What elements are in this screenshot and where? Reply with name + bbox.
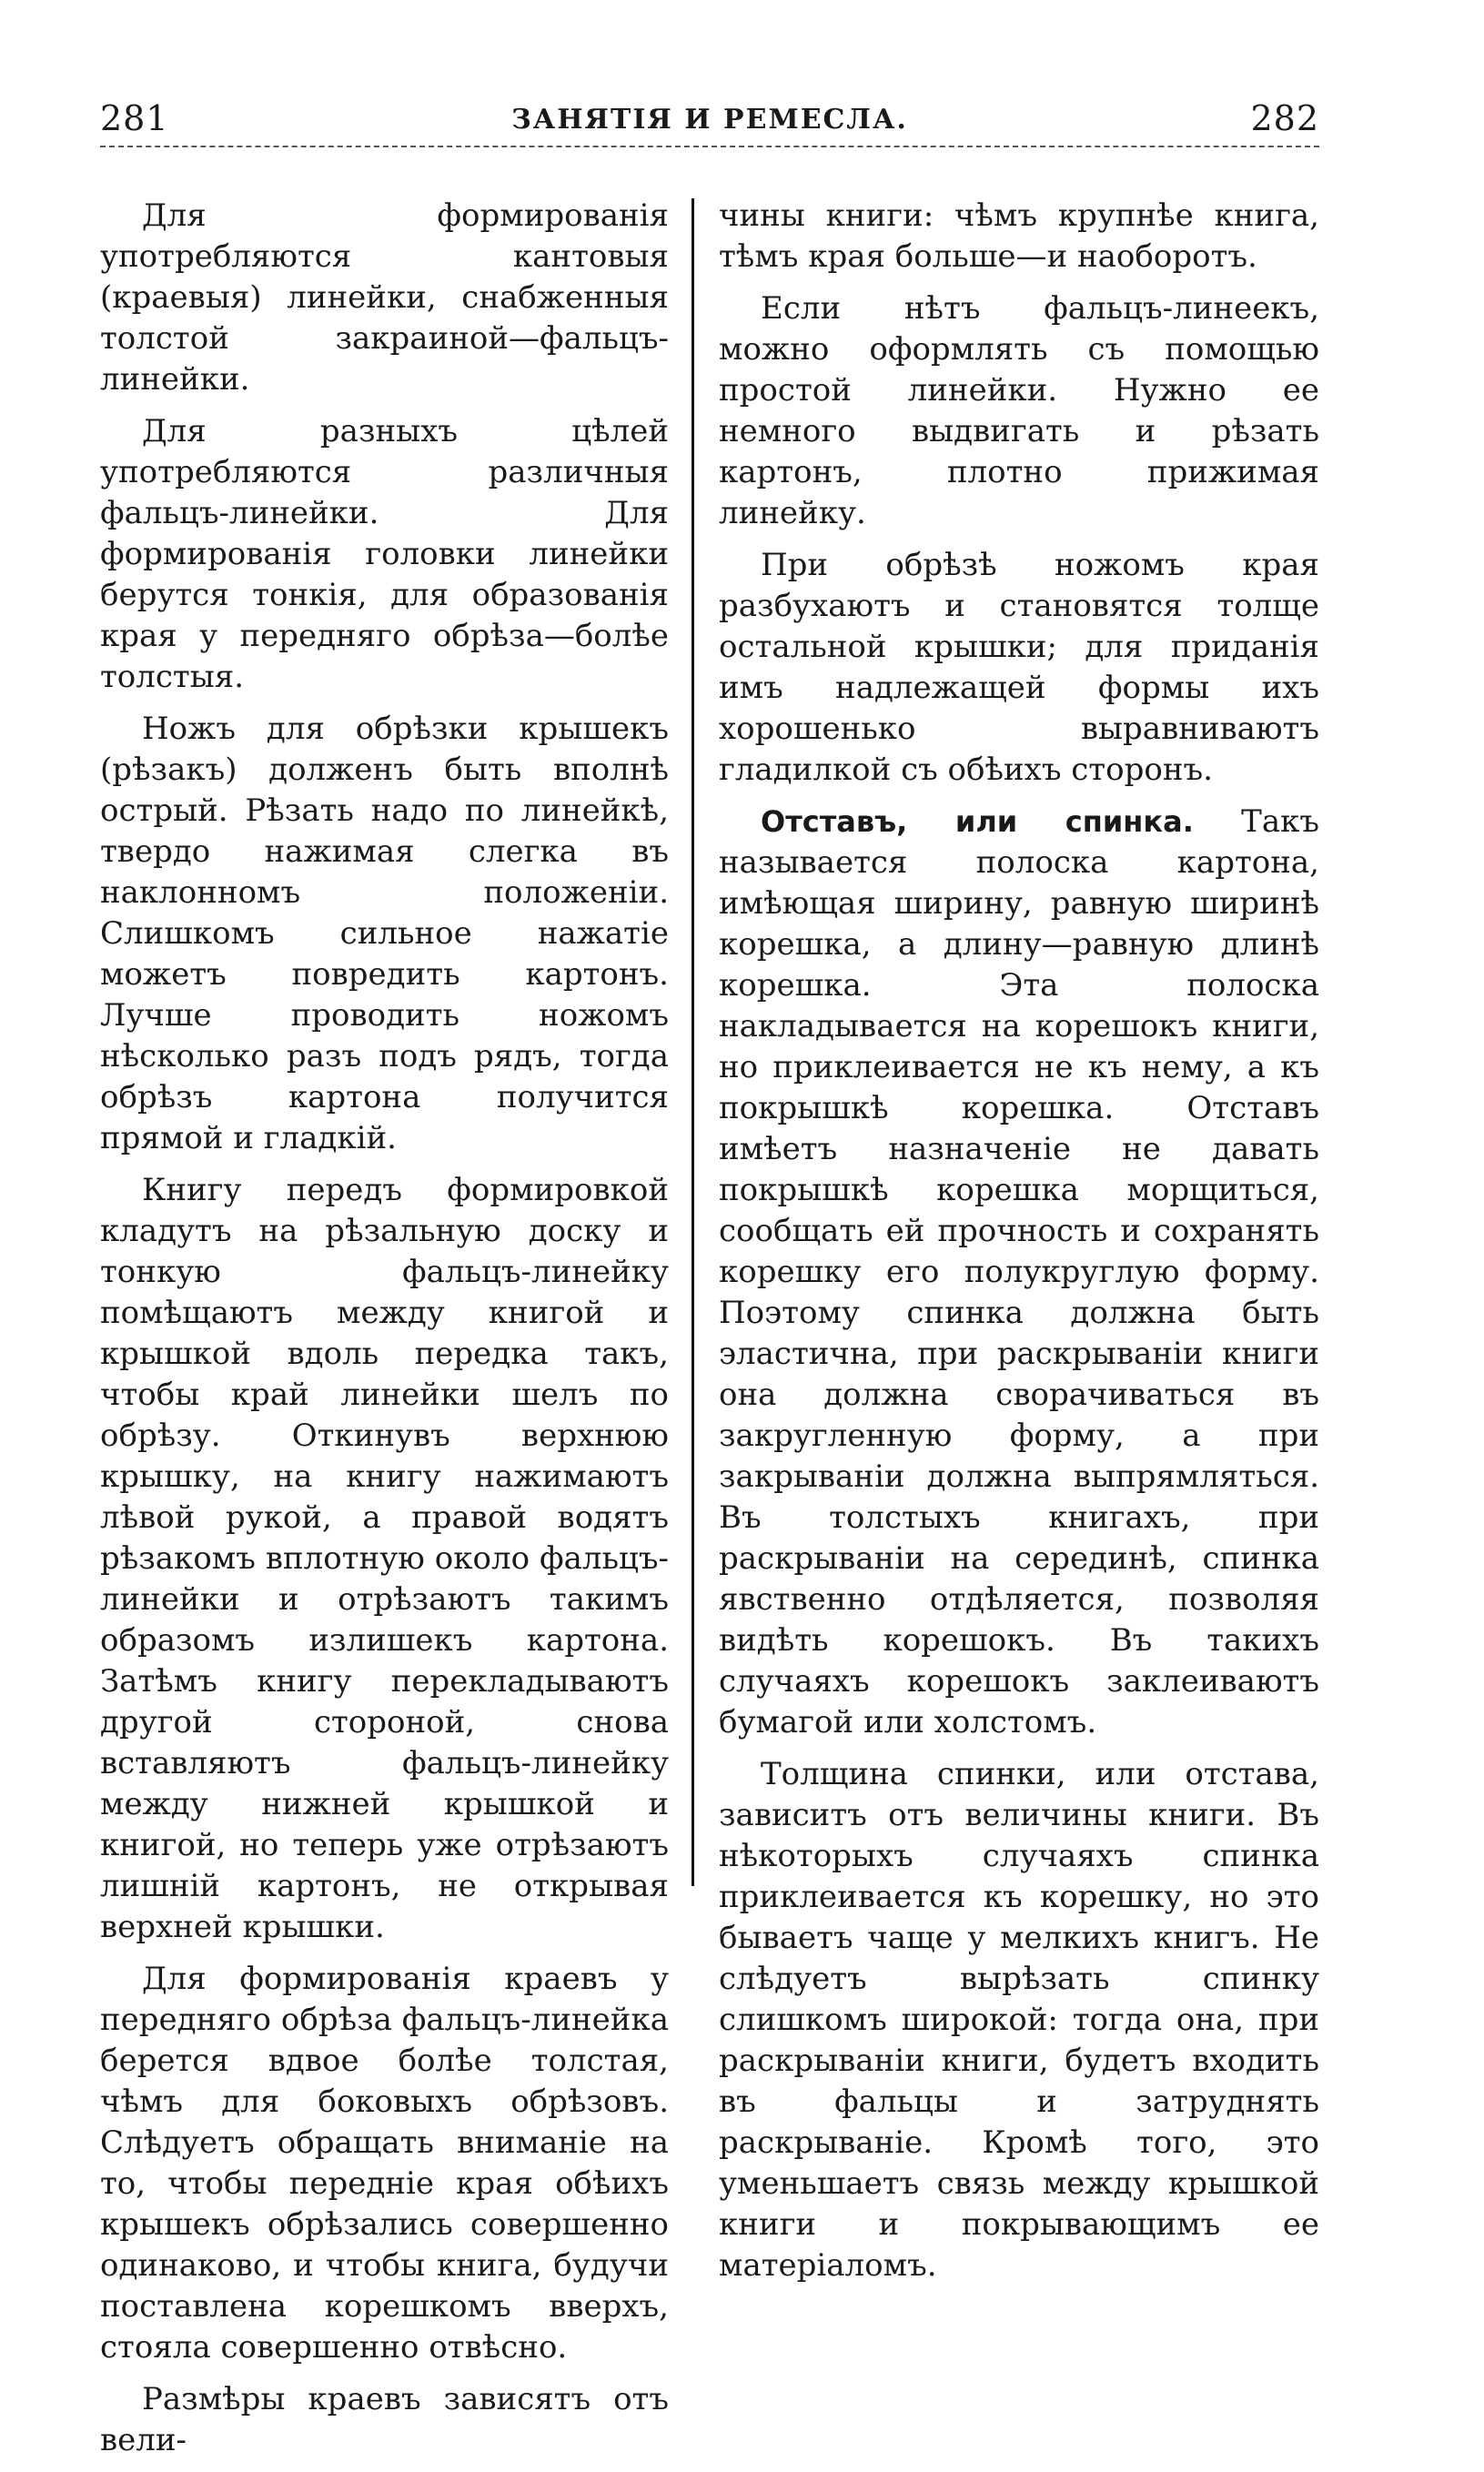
paragraph: При обрѣзѣ ножомъ края разбухаютъ и становятся толще остальной крышки; для приданія имъ надлежащей формы ихъ хорошенько выравниваютъ гладилкой съ обѣихъ сторонъ. [719,547,1319,788]
paragraph: Ножъ для обрѣзки крышекъ (рѣзакъ) долженъ быть вполнѣ острый. Рѣзать надо по линейкѣ, твердо нажимая слегка въ наклонномъ положеніи. Слишкомъ сильное нажатіе можетъ повредить картонъ. Лучше проводить ножомъ нѣсколько разъ подъ рядъ, тогда обрѣзъ картона получится прямой и гладкій. [100,711,669,1156]
paragraph: Размѣры краевъ зависятъ отъ вели- [100,2381,669,2458]
paragraph: Для формированія употребляются кантовыя (краевыя) линейки, снабженныя толстой закраиной—фальцъ-линейки. [100,197,669,398]
section-paragraph [719,802,1319,1743]
section-heading: Отставъ, или спинка. [761,804,1194,839]
paragraph-text: Такъ называется полоска картона, имѣющая ширину, равную ширинѣ корешка, а длину—равную длинѣ корешка. Эта полоска накладывается на корешокъ книги, но приклеивается не къ нему, а къ покрышкѣ корешка. Отставъ имѣетъ назначеніе не давать покрышкѣ корешка морщиться, сообщать ей прочность и сохранять корешку его полукруглую форму. Поэтому спинка должна быть эластична, при раскрываніи книги она должна сворачиваться въ закругленную форму, а при закрываніи должна выпрямляться. Въ толстыхъ книгахъ, при раскрываніи на серединѣ, спинка явственно отдѣляется, позволяя видѣть корешокъ. Въ такихъ случаяхъ корешокъ заклеиваютъ бумагой или холстомъ. [719,803,1320,1740]
running-header [100,98,1319,153]
left-column [100,196,669,2472]
paragraph: Для разныхъ цѣлей употребляются различныя фальцъ-линейки. Для формированія головки линейки берутся тонкія, для образованія края у передняго обрѣза—болѣе толстыя. [100,413,669,695]
paragraph: Толщина спинки, или отстава, зависитъ отъ величины книги. Въ нѣкоторыхъ случаяхъ спинка приклеивается къ корешку, но это бываетъ чаще у мелкихъ книгъ. Не слѣдуетъ вырѣзать спинку слишкомъ широкой: тогда она, при раскрываніи книги, будетъ входить въ фальцы и затруднять раскрываніе. Кромѣ того, это уменьшаетъ связь между крышкой книги и покрывающимъ ее матеріаломъ. [719,1756,1319,2284]
header-rule [100,146,1319,147]
paragraph: Книгу передъ формировкой кладутъ на рѣзальную доску и тонкую фальцъ-линейку помѣщаютъ между книгой и крышкой вдоль передка такъ, чтобы край линейки шелъ по обрѣзу. Откинувъ верхнюю крышку, на книгу нажимаютъ лѣвой рукой, а правой водятъ рѣзакомъ вплотную около фальцъ-линейки и отрѣзаютъ такимъ образомъ излишекъ картона. Затѣмъ книгу перекладываютъ другой стороной, снова вставляютъ фальцъ-линейку между нижней крышкой и книгой, но теперь уже отрѣзаютъ лишній картонъ, не открывая верхней крышки. [100,1172,669,1945]
right-column [719,196,1319,2297]
paragraph: Для формированія краевъ у передняго обрѣза фальцъ-линейка берется вдвое болѣе толстая, чѣмъ для боковыхъ обрѣзовъ. Слѣдуетъ обращать вниманіе на то, чтобы передніе края обѣихъ крышекъ обрѣзались совершенно одинаково, и чтобы книга, будучи поставлена корешкомъ вверхъ, стояла совершенно отвѣсно. [100,1961,669,2366]
column-divider [692,198,694,1886]
paragraph: чины книги: чѣмъ крупнѣе книга, тѣмъ края больше—и наоборотъ. [719,197,1319,275]
paragraph: Если нѣтъ фальцъ-линеекъ, можно оформлять съ помощью простой линейки. Нужно ее немного выдвигать и рѣзать картонъ, плотно прижимая линейку. [719,290,1319,531]
running-title: ЗАНЯТІЯ И РЕМЕСЛА. [511,104,908,136]
page-number-right: 282 [1250,98,1319,138]
page-number-left: 281 [100,98,169,138]
